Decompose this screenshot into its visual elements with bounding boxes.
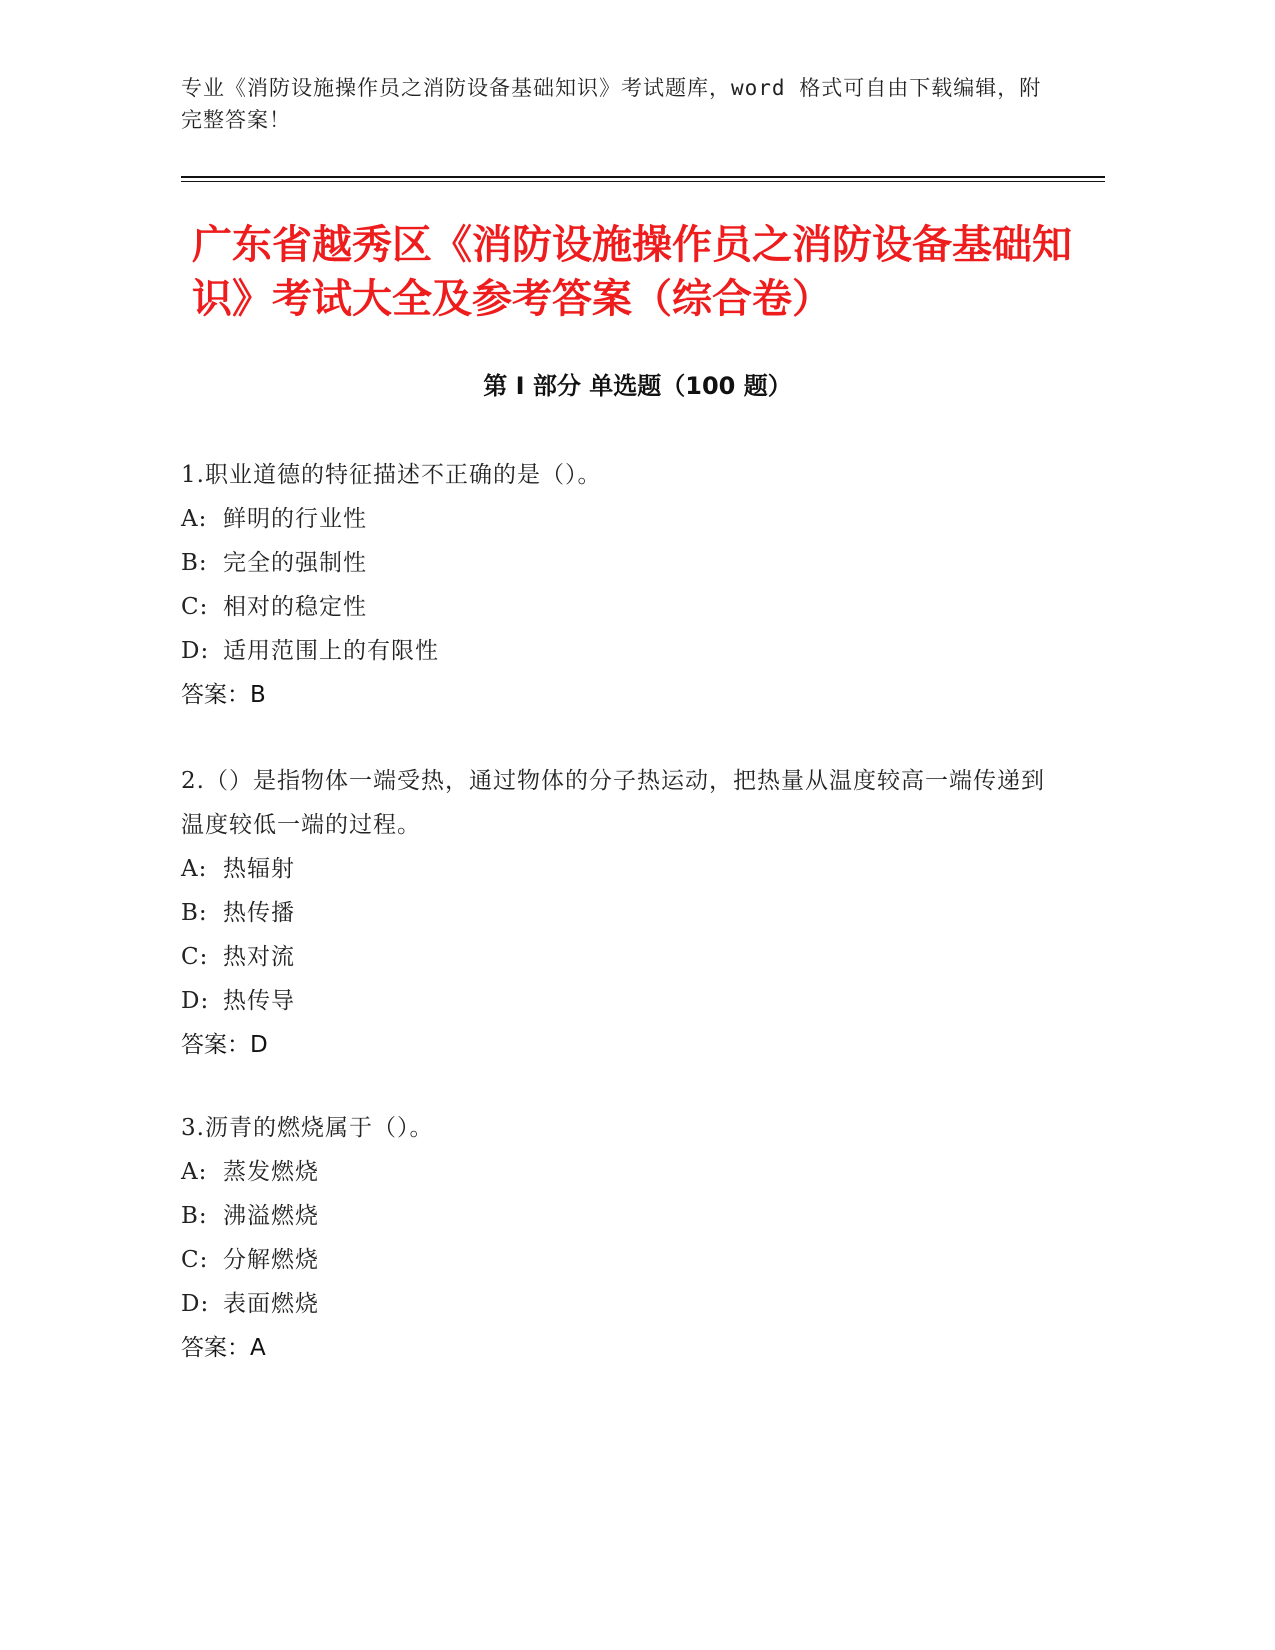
option-key: D:: [181, 1291, 210, 1317]
question-2: [181, 759, 1061, 1067]
option-key: C:: [181, 944, 209, 970]
option-text: 适用范围上的有限性: [223, 638, 439, 664]
header-divider-thick: [181, 176, 1105, 178]
question-stem: 2.（）是指物体一端受热，通过物体的分子热运动，把热量从温度较高一端传递到温度较低一端的过程。: [181, 768, 1045, 838]
option-text: 表面燃烧: [223, 1291, 319, 1317]
option-d: [181, 979, 1061, 1023]
option-key: A:: [181, 856, 208, 882]
option-a: [181, 847, 1061, 891]
option-c: [181, 935, 1061, 979]
option-key: C:: [181, 1247, 209, 1273]
answer: 答案：D: [181, 1032, 268, 1058]
question-stem: 1.职业道德的特征描述不正确的是（）。: [181, 462, 602, 488]
option-text: 相对的稳定性: [223, 594, 367, 620]
option-text: 热传导: [223, 988, 295, 1014]
option-text: 完全的强制性: [223, 550, 367, 576]
option-key: A:: [181, 506, 208, 532]
option-c: [181, 1238, 1061, 1282]
option-c: [181, 585, 1061, 629]
option-b: [181, 541, 1061, 585]
option-key: B:: [181, 1203, 208, 1229]
option-d: [181, 629, 1061, 673]
option-key: D:: [181, 988, 210, 1014]
option-key: D:: [181, 638, 210, 664]
option-text: 分解燃烧: [223, 1247, 319, 1273]
question-1: [181, 453, 1061, 717]
option-b: [181, 1194, 1061, 1238]
question-3: [181, 1106, 1061, 1370]
document-title: 广东省越秀区《消防设施操作员之消防设备基础知识》考试大全及参考答案（综合卷）: [192, 222, 1072, 322]
option-b: [181, 891, 1061, 935]
option-key: B:: [181, 900, 208, 926]
option-text: 热传播: [223, 900, 295, 926]
option-key: A:: [181, 1159, 208, 1185]
header-divider-thin: [181, 181, 1105, 182]
header-note: 专业《消防设施操作员之消防设备基础知识》考试题库，word 格式可自由下载编辑，附完整答案！: [181, 76, 1042, 132]
question-stem: 3.沥青的燃烧属于（）。: [181, 1115, 434, 1141]
option-key: B:: [181, 550, 208, 576]
option-text: 鲜明的行业性: [223, 506, 367, 532]
option-key: C:: [181, 594, 209, 620]
option-a: [181, 497, 1061, 541]
section-title: 第 I 部分 单选题（100 题）: [483, 372, 792, 400]
option-text: 热辐射: [223, 856, 295, 882]
option-text: 蒸发燃烧: [223, 1159, 319, 1185]
option-a: [181, 1150, 1061, 1194]
option-text: 沸溢燃烧: [223, 1203, 319, 1229]
answer: 答案：A: [181, 1335, 266, 1361]
answer: 答案：B: [181, 682, 266, 708]
option-text: 热对流: [223, 944, 295, 970]
option-d: [181, 1282, 1061, 1326]
